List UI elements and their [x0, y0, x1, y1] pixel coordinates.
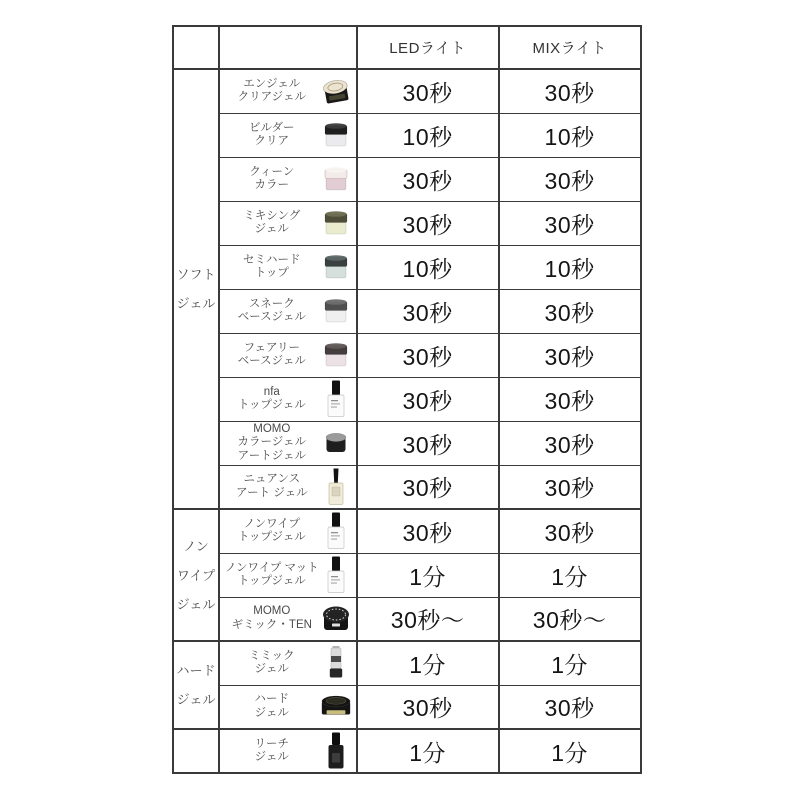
nonwipe-top-bottle-icon — [319, 511, 353, 551]
fairy-base-jar-icon — [319, 340, 353, 370]
mix-time-cell: 30秒 — [499, 465, 641, 509]
header-row — [173, 26, 641, 69]
led-time-cell: 30秒 — [357, 69, 499, 113]
product-name: エンジェル クリアジェル — [237, 77, 306, 104]
curing-time-table — [172, 25, 642, 774]
product-row — [173, 113, 641, 157]
product-name: ミキシング ジェル — [243, 209, 301, 235]
mix-time-cell: 30秒 — [499, 377, 641, 421]
nuance-art-bottle-icon — [319, 467, 353, 507]
product-cell — [219, 685, 357, 729]
category-cell — [173, 641, 219, 729]
category-label: ジェル — [176, 296, 216, 311]
product-row — [173, 289, 641, 333]
mix-time-cell: 30秒 — [499, 157, 641, 201]
category-label: ジェル — [176, 692, 216, 707]
nfa-top-bottle-icon — [319, 379, 353, 419]
product-cell — [219, 553, 357, 597]
led-time-cell: 30秒 — [357, 333, 499, 377]
product-name: ニュアンス アート ジェル — [235, 473, 308, 499]
mix-time-cell: 30秒 — [499, 69, 641, 113]
product-row — [173, 377, 641, 421]
product-name: スネーク ベースジェル — [237, 297, 306, 323]
mimic-gel-tube-icon — [319, 644, 353, 682]
product-row — [173, 465, 641, 509]
product-name: フェアリー ベースジェル — [237, 341, 306, 367]
led-time-cell: 30秒 — [357, 377, 499, 421]
product-name: リーチ ジェル — [254, 737, 290, 763]
product-name: MOMO ギミック・TEN — [231, 605, 312, 631]
product-row — [173, 201, 641, 245]
snake-base-jar-icon — [319, 296, 353, 326]
category-cell — [173, 729, 219, 773]
led-time-cell: 30秒～ — [357, 597, 499, 641]
product-cell — [219, 333, 357, 377]
header-category-cell — [173, 26, 219, 69]
product-cell — [219, 289, 357, 333]
led-time-cell: 30秒 — [357, 289, 499, 333]
mix-time-cell: 30秒 — [499, 421, 641, 465]
mix-time-cell: 30秒 — [499, 685, 641, 729]
product-name: ノンワイプ マット トップジェル — [225, 561, 319, 587]
mix-time-cell: 30秒 — [499, 509, 641, 553]
mix-time-cell: 10秒 — [499, 113, 641, 157]
mix-time-cell: 1分 — [499, 729, 641, 773]
momo-color-jar-icon — [319, 430, 353, 456]
queen-color-jar-icon — [319, 164, 353, 194]
product-row — [173, 597, 641, 641]
mix-time-cell: 10秒 — [499, 245, 641, 289]
category-cell — [173, 69, 219, 509]
mixing-gel-jar-icon — [319, 208, 353, 238]
product-cell — [219, 597, 357, 641]
mix-time-cell: 30秒～ — [499, 597, 641, 641]
product-row — [173, 509, 641, 553]
product-name: nfa トップジェル — [237, 385, 306, 411]
led-time-cell: 1分 — [357, 553, 499, 597]
product-cell — [219, 641, 357, 685]
product-name: ビルダー クリア — [249, 121, 295, 147]
header-led-light: LEDライト — [357, 26, 499, 69]
led-time-cell: 30秒 — [357, 509, 499, 553]
category-label: ハード — [176, 663, 216, 678]
led-time-cell: 30秒 — [357, 465, 499, 509]
product-name: セミハード トップ — [243, 253, 301, 279]
table-body — [173, 69, 641, 773]
product-name: ミミック ジェル — [248, 649, 295, 676]
product-name: ノンワイプ トップジェル — [237, 517, 306, 544]
mix-time-cell: 30秒 — [499, 333, 641, 377]
product-cell — [219, 465, 357, 509]
led-time-cell: 1分 — [357, 641, 499, 685]
product-row — [173, 157, 641, 201]
product-row — [173, 333, 641, 377]
product-cell — [219, 245, 357, 289]
header-product-cell — [219, 26, 357, 69]
reach-gel-bottle-icon — [319, 731, 353, 771]
product-cell — [219, 113, 357, 157]
mix-time-cell: 30秒 — [499, 289, 641, 333]
led-time-cell: 30秒 — [357, 421, 499, 465]
category-label: ノン — [183, 538, 209, 554]
product-name: クィーン カラー — [249, 165, 295, 191]
product-row — [173, 729, 641, 773]
led-time-cell: 30秒 — [357, 157, 499, 201]
builder-clear-jar-icon — [319, 120, 353, 150]
product-name: ハード ジェル — [254, 693, 290, 719]
led-time-cell: 1分 — [357, 729, 499, 773]
led-time-cell: 10秒 — [357, 245, 499, 289]
led-time-cell: 10秒 — [357, 113, 499, 157]
product-cell — [219, 201, 357, 245]
angel-clear-jar-icon — [319, 74, 353, 108]
category-cell — [173, 509, 219, 641]
mix-time-cell: 1分 — [499, 553, 641, 597]
product-cell — [219, 729, 357, 773]
nonwipe-matte-top-bottle-icon — [319, 555, 353, 595]
product-cell — [219, 377, 357, 421]
semi-hard-top-jar-icon — [319, 252, 353, 282]
product-cell — [219, 157, 357, 201]
product-name: MOMO カラージェル アートジェル — [237, 422, 307, 462]
product-row — [173, 685, 641, 729]
category-label: ジェル — [176, 596, 216, 612]
product-cell — [219, 421, 357, 465]
category-label: ソフト — [176, 267, 216, 282]
led-time-cell: 30秒 — [357, 201, 499, 245]
mix-time-cell: 1分 — [499, 641, 641, 685]
product-cell — [219, 509, 357, 553]
product-row — [173, 421, 641, 465]
led-time-cell: 30秒 — [357, 685, 499, 729]
product-row — [173, 245, 641, 289]
product-row — [173, 69, 641, 113]
mix-time-cell: 30秒 — [499, 201, 641, 245]
header-mix-light: MIXライト — [499, 26, 641, 69]
product-row — [173, 553, 641, 597]
curing-table-wrap — [172, 25, 642, 774]
product-cell — [219, 69, 357, 113]
momo-gimmick-ten-jar-icon — [319, 604, 353, 634]
hard-gel-jar-icon — [319, 693, 353, 721]
category-label: ワイプ — [176, 567, 216, 583]
product-row — [173, 641, 641, 685]
